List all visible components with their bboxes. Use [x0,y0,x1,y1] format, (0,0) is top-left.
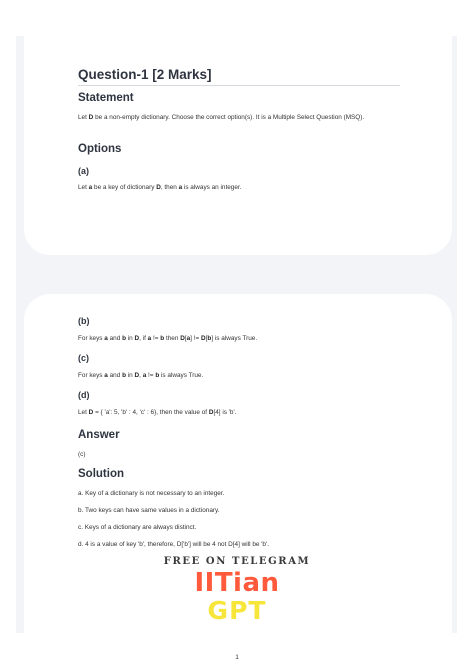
option-a-text: Let a be a key of dictionary D, then a is always an integer. [78,184,242,191]
watermark-gpt-logo: GPT [207,596,267,625]
option-b-label: (b) [78,316,90,326]
option-b-text: For keys a and b in D, if a != b then D[a] != D[b] is always True. [78,335,258,342]
watermark-free-on-telegram: FREE ON TELEGRAM [163,556,311,567]
question-card-top [24,6,452,255]
solution-line-c: c. Keys of a dictionary are always distinct. [78,524,197,531]
option-c-text: For keys a and b in D, a != b is always True. [78,372,204,379]
option-c-label: (c) [78,353,89,363]
question-title: Question-1 [2 Marks] [78,67,400,86]
solution-line-b: b. Two keys can have same values in a dictionary. [78,507,220,514]
option-d-label: (d) [78,390,90,400]
solution-line-d: d. 4 is a value of key 'b', therefore, D['b'] will be 4 not D[4] will be 'b'. [78,541,269,548]
solution-line-a: a. Key of a dictionary is not necessary to an integer. [78,490,225,497]
answer-heading: Answer [78,429,120,441]
solution-heading: Solution [78,468,124,480]
page-number: 1 [235,654,239,661]
statement-heading: Statement [78,92,134,104]
statement-text: Let D be a non-empty dictionary. Choose the correct option(s). It is a Multiple Select Question (MSQ). [78,114,365,121]
answer-value: (c) [78,451,86,458]
watermark-iitian-logo: IITian [194,568,280,598]
option-d-text: Let D = { 'a': 5, 'b' : 4, 'c' : 6}, then the value of D[4] is 'b'. [78,409,237,416]
options-heading: Options [78,143,122,155]
option-a-label: (a) [78,166,89,176]
